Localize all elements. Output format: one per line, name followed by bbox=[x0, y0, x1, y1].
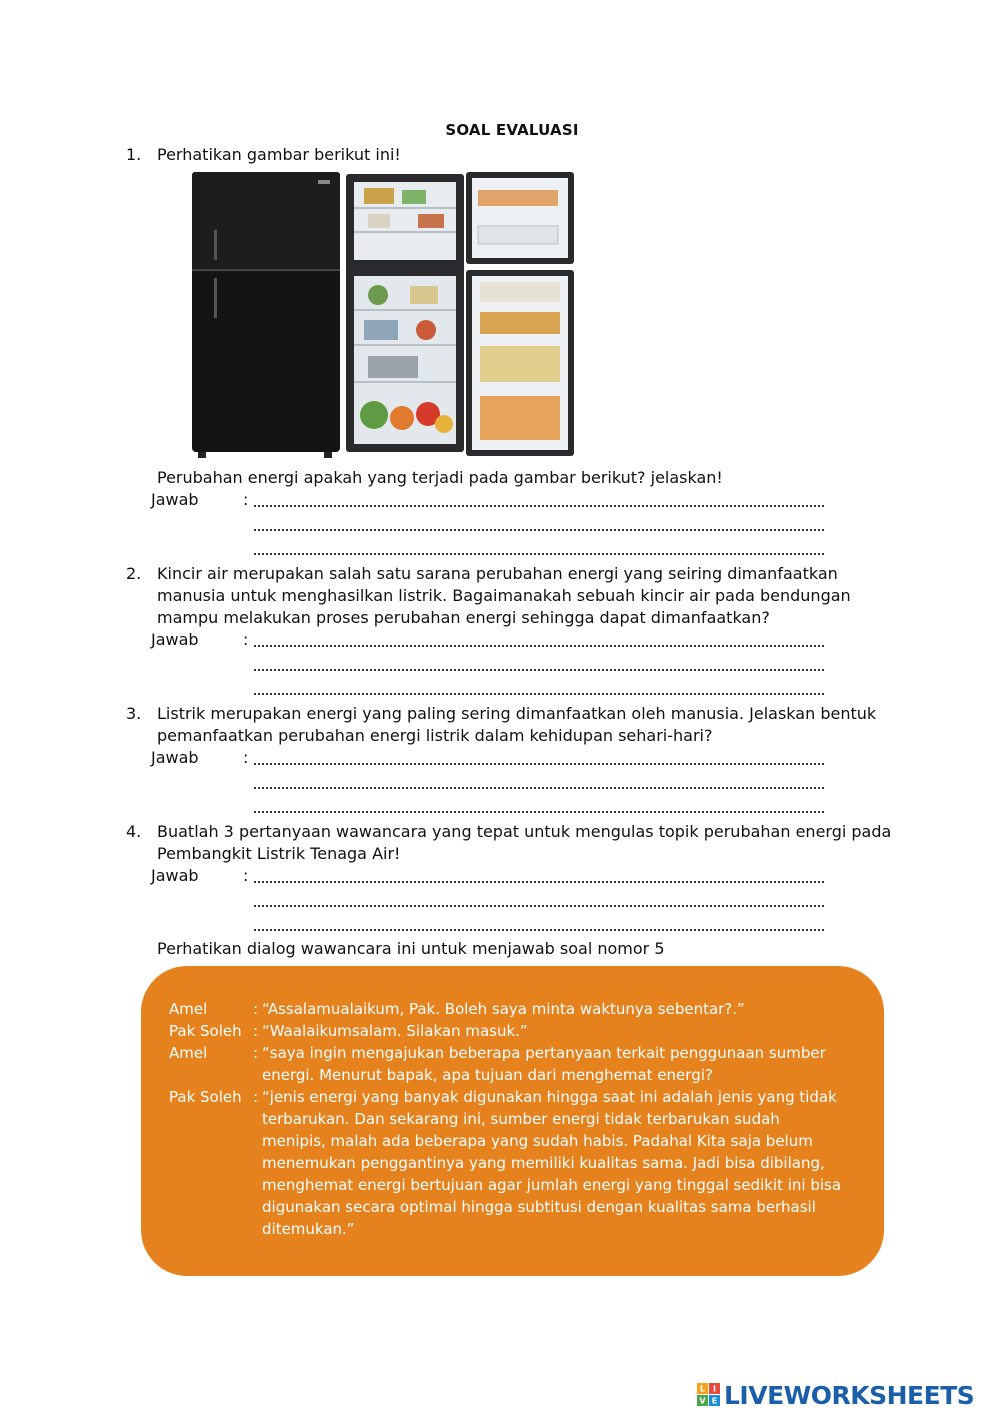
liveworksheets-wordmark: LIVEWORKSHEETS bbox=[724, 1380, 975, 1410]
answer-line-2b[interactable] bbox=[254, 669, 824, 671]
svg-text:V: V bbox=[699, 1396, 706, 1406]
answer-line-3c[interactable] bbox=[254, 811, 824, 813]
dialog-colon: : bbox=[253, 1000, 259, 1018]
dialog-speaker: Pak Soleh bbox=[169, 1022, 242, 1040]
question-4-line-1: Buatlah 3 pertanyaan wawancara yang tepat untuk mengulas topik perubahan energi pada bbox=[157, 822, 892, 841]
question-1-number: 1. bbox=[126, 145, 142, 164]
question-2-line-2: manusia untuk menghasilkan listrik. Bagaimanakah sebuah kincir air pada bendungan bbox=[157, 586, 851, 605]
dialog-line: “Waalaikumsalam. Silakan masuk.” bbox=[262, 1022, 528, 1040]
question-3-number: 3. bbox=[126, 704, 142, 723]
answer-line-1c[interactable] bbox=[254, 553, 824, 555]
dialog-colon: : bbox=[253, 1044, 259, 1062]
question-3-line-1: Listrik merupakan energi yang paling sering dimanfaatkan oleh manusia. Jelaskan bentuk bbox=[157, 704, 877, 723]
dialog-line: terbarukan. Dan sekarang ini, sumber energi tidak terbarukan sudah bbox=[262, 1110, 780, 1128]
dialog-line: “saya ingin mengajukan beberapa pertanyaan terkait penggunaan sumber bbox=[262, 1044, 826, 1062]
answer-line-4a[interactable] bbox=[254, 881, 824, 883]
liveworksheets-logo-icon bbox=[697, 1383, 721, 1407]
dialog-line: ditemukan.” bbox=[262, 1220, 355, 1238]
dialog-intro: Perhatikan dialog wawancara ini untuk menjawab soal nomor 5 bbox=[157, 939, 665, 958]
page-title: SOAL EVALUASI bbox=[445, 121, 579, 139]
dialog-line: “Assalamualaikum, Pak. Boleh saya minta waktunya sebentar?.” bbox=[262, 1000, 745, 1018]
dialog-line: digunakan secara optimal hingga subtitusi dengan kualitas sama berhasil bbox=[262, 1198, 816, 1216]
answer-label-4: Jawab bbox=[151, 866, 199, 885]
dialog-box bbox=[141, 966, 884, 1276]
dialog-colon: : bbox=[253, 1088, 259, 1106]
dialog-speaker: Amel bbox=[169, 1000, 208, 1018]
svg-text:E: E bbox=[711, 1396, 718, 1406]
liveworksheets-logo bbox=[697, 1378, 974, 1412]
question-2-line-3: mampu melakukan proses perubahan energi sehingga dapat dimanfaatkan? bbox=[157, 608, 770, 627]
question-2-number: 2. bbox=[126, 564, 142, 583]
dialog-line: menghemat energi bertujuan agar jumlah energi yang tinggal sedikit ini bisa bbox=[262, 1176, 842, 1194]
question-4-line-2: Pembangkit Listrik Tenaga Air! bbox=[157, 844, 401, 863]
answer-line-3a[interactable] bbox=[254, 763, 824, 765]
answer-line-3b[interactable] bbox=[254, 787, 824, 789]
dialog-line: energi. Menurut bapak, apa tujuan dari menghemat energi? bbox=[262, 1066, 713, 1084]
dialog-line: “jenis energi yang banyak digunakan hingga saat ini adalah jenis yang tidak bbox=[262, 1088, 837, 1106]
dialog-speaker: Pak Soleh bbox=[169, 1088, 242, 1106]
dialog-line: menemukan penggantinya yang memiliki kualitas sama. Jadi bisa dibilang, bbox=[262, 1154, 825, 1172]
answer-line-1b[interactable] bbox=[254, 529, 824, 531]
answer-line-2a[interactable] bbox=[254, 645, 824, 647]
answer-colon-1: : bbox=[243, 490, 249, 509]
answer-line-4c[interactable] bbox=[254, 929, 824, 931]
dialog-colon: : bbox=[253, 1022, 259, 1040]
question-1-text: Perhatikan gambar berikut ini! bbox=[157, 145, 401, 164]
question-4-number: 4. bbox=[126, 822, 142, 841]
svg-text:I: I bbox=[713, 1384, 716, 1394]
answer-label-1: Jawab bbox=[151, 490, 199, 509]
question-3-line-2: pemanfaatkan perubahan energi listrik dalam kehidupan sehari-hari? bbox=[157, 726, 713, 745]
refrigerator-image bbox=[188, 170, 578, 460]
answer-line-2c[interactable] bbox=[254, 693, 824, 695]
answer-colon-2: : bbox=[243, 630, 249, 649]
answer-line-4b[interactable] bbox=[254, 905, 824, 907]
question-1-prompt: Perubahan energi apakah yang terjadi pada gambar berikut? jelaskan! bbox=[157, 468, 723, 487]
answer-colon-4: : bbox=[243, 866, 249, 885]
dialog-speaker: Amel bbox=[169, 1044, 208, 1062]
answer-label-3: Jawab bbox=[151, 748, 199, 767]
answer-colon-3: : bbox=[243, 748, 249, 767]
answer-line-1a[interactable] bbox=[254, 505, 824, 507]
dialog-line: menipis, malah ada beberapa yang sudah habis. Padahal Kita saja belum bbox=[262, 1132, 813, 1150]
answer-label-2: Jawab bbox=[151, 630, 199, 649]
question-2-line-1: Kincir air merupakan salah satu sarana perubahan energi yang seiring dimanfaatkan bbox=[157, 564, 838, 583]
svg-text:L: L bbox=[699, 1384, 706, 1394]
